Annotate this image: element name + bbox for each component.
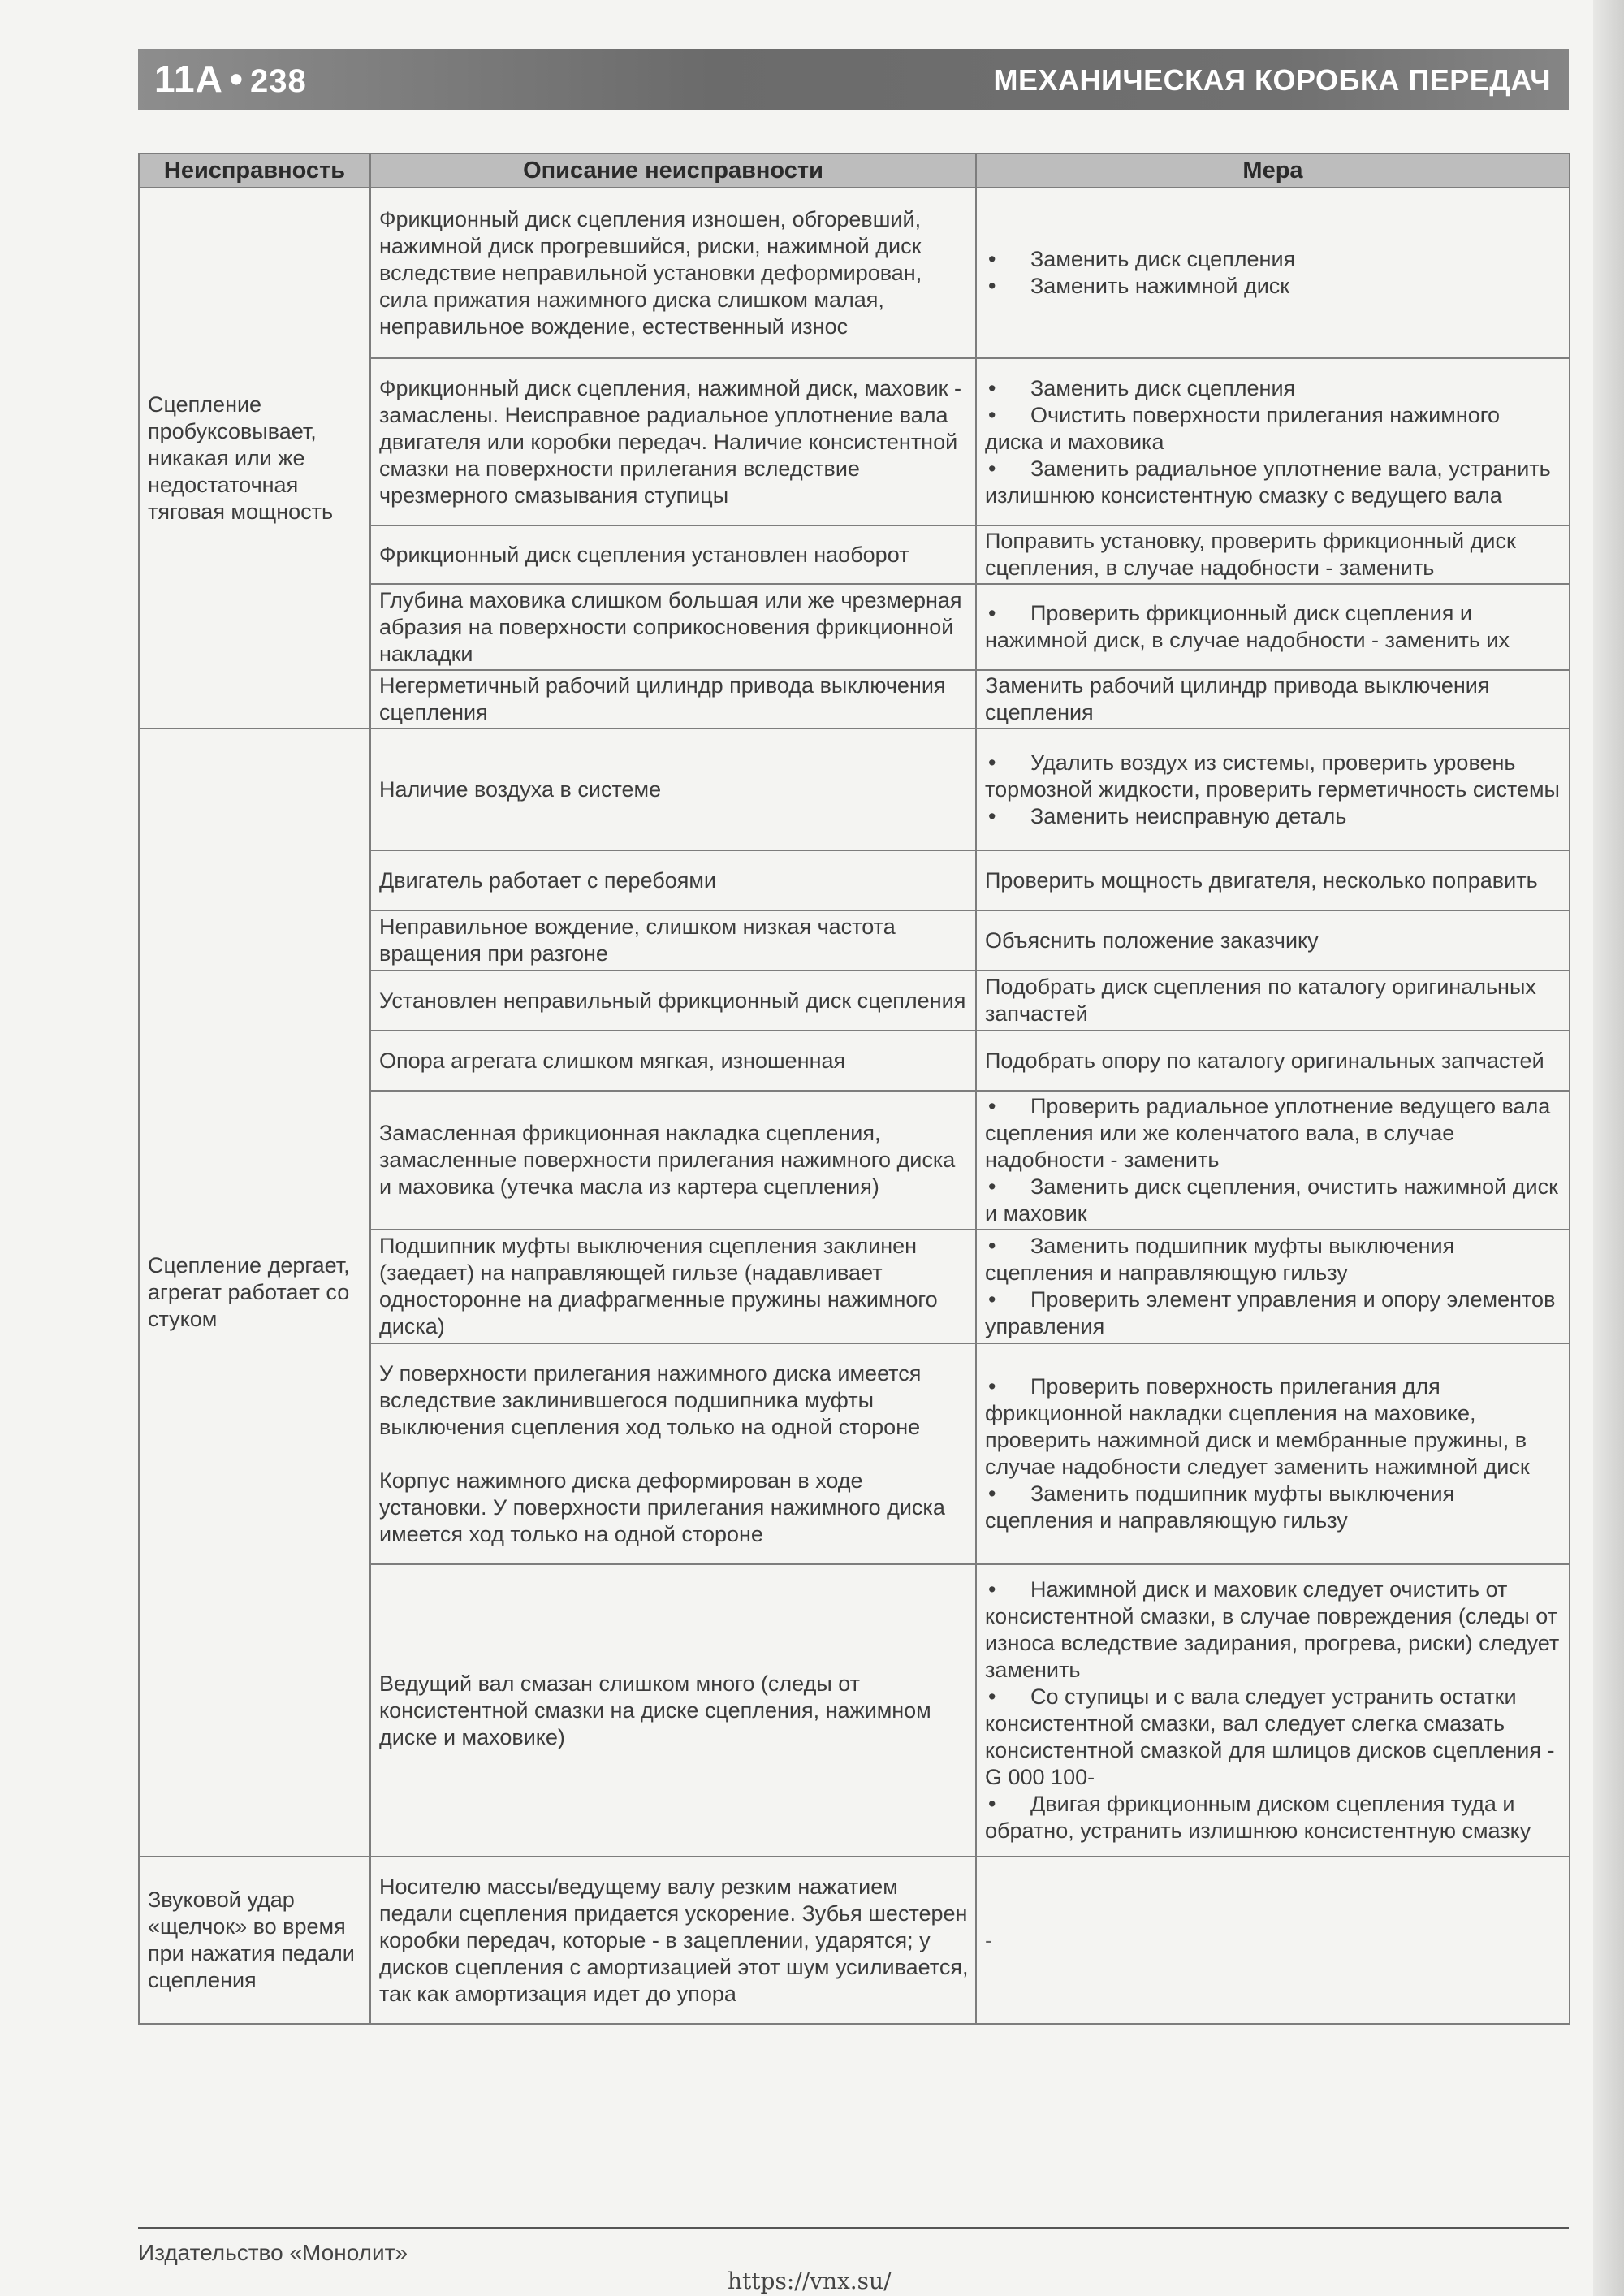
description-cell xyxy=(370,729,976,850)
measure-text: - xyxy=(985,1927,992,1952)
page-header xyxy=(138,49,1569,110)
description-cell xyxy=(370,1230,976,1343)
description-text: Наличие воздуха в системе xyxy=(379,776,662,802)
page-number: 238 xyxy=(249,63,307,99)
table-row xyxy=(139,1857,1570,2024)
chapter-label xyxy=(154,57,307,101)
description-text: Глубина маховика слишком большая или же чрезмерная абразия на поверхности соприкосновения фрикционной накладки xyxy=(379,587,962,666)
table-header-row xyxy=(139,153,1570,188)
measure-bullet-item: • Проверить радиальное уплотнение ведущего вала сцепления или же коленчатого вала, в случае надобности - заменить xyxy=(985,1093,1562,1174)
description-text: Двигатель работает с перебоями xyxy=(379,867,716,893)
measure-cell xyxy=(976,188,1570,358)
description-text: Фрикционный диск сцепления, нажимной диск, маховик - замаслены. Неисправное радиальное уплотнение вала двигателя или коробки передач. Наличие консистентной смазки на поверхности прилегания вследствие чрезмерного смазывания ступицы xyxy=(379,375,961,508)
description-cell xyxy=(370,850,976,910)
description-cell xyxy=(370,188,976,358)
measure-cell xyxy=(976,850,1570,910)
measure-bullet-item: • Заменить радиальное уплотнение вала, устранить излишнюю консистентную смазку с ведущего вала xyxy=(985,456,1562,509)
description-cell xyxy=(370,1343,976,1564)
column-header-description: Описание неисправности xyxy=(370,153,976,188)
measure-cell xyxy=(976,670,1570,729)
measure-cell xyxy=(976,1564,1570,1857)
measure-bullet-item: • Заменить диск сцепления xyxy=(985,375,1562,402)
description-cell xyxy=(370,358,976,525)
separator-dot: • xyxy=(229,58,244,100)
column-header-fault: Неисправность xyxy=(139,153,370,188)
measure-bullet-item: • Очистить поверхности прилегания нажимного диска и маховика xyxy=(985,402,1562,456)
description-text: У поверхности прилегания нажимного диска имеется вследствие заклинившегося подшипника муфты выключения сцепления ход только на одной стороне xyxy=(379,1360,922,1439)
description-text: Замасленная фрикционная накладка сцепления, замасленные поверхности прилегания нажимного диска и маховика (утечка масла из картера сцепления) xyxy=(379,1121,956,1199)
fault-cell: Звуковой удар «щелчок» во время при нажатия педали сцепления xyxy=(139,1857,370,2024)
chapter-code: 11A xyxy=(154,58,223,100)
fault-cell: Сцепление дергает, агрегат работает со стуком xyxy=(139,729,370,1857)
measure-cell xyxy=(976,1230,1570,1343)
measure-bullet-item: • Заменить нажимной диск xyxy=(985,273,1562,300)
table-row xyxy=(139,729,1570,850)
description-text: Негерметичный рабочий цилиндр привода выключения сцепления xyxy=(379,673,946,724)
page-edge-shadow xyxy=(1593,0,1624,2296)
measure-cell xyxy=(976,358,1570,525)
measure-bullet-item: • Двигая фрикционным диском сцепления туда и обратно, устранить излишнюю консистентную смазку xyxy=(985,1791,1562,1844)
description-text: Опора агрегата слишком мягкая, изношенная xyxy=(379,1048,846,1073)
measure-bullet-item: • Нажимной диск и маховик следует очистить от консистентной смазки, в случае повреждения (следы от износа вследствие задирания, прогрева, риски) следует заменить xyxy=(985,1576,1562,1684)
description-cell xyxy=(370,670,976,729)
column-header-measure: Мера xyxy=(976,153,1570,188)
measure-text: Заменить рабочий цилиндр привода выключения сцепления xyxy=(985,673,1490,724)
measure-bullet-item: • Заменить диск сцепления, очистить нажимной диск и маховик xyxy=(985,1174,1562,1227)
measure-bullet-item: • Со ступицы и с вала следует устранить остатки консистентной смазки, вал следует слегка смазать консистентной смазкой для шлицов дисков сцепления -G 000 100- xyxy=(985,1684,1562,1791)
description-text: Носителю массы/ведущему валу резким нажатием педали сцепления придается ускорение. Зубья шестерен коробки передач, которые - в зацеплении, ударятся; у дисков сцепления с амортизацией этот шум усиливается, так как амортизация идет до упора xyxy=(379,1874,969,2006)
description-text: Фрикционный диск сцепления изношен, обгоревший, нажимной диск прогревшийся, риски, нажимной диск вследствие неправильной установки деформирован, сила прижатия нажимного диска слишком малая, неправильное вождение, естественный износ xyxy=(379,206,922,339)
description-cell xyxy=(370,1091,976,1230)
description-cell xyxy=(370,584,976,670)
description-cell xyxy=(370,1564,976,1857)
measure-cell xyxy=(976,910,1570,971)
measure-cell xyxy=(976,1091,1570,1230)
measure-text: Объяснить положение заказчику xyxy=(985,927,1319,953)
description-text: Корпус нажимного диска деформирован в ходе установки. У поверхности прилегания нажимного диска имеется ход только на одной стороне xyxy=(379,1468,945,1546)
measure-bullet-item: • Заменить диск сцепления xyxy=(985,246,1562,273)
measure-bullet-item: • Проверить фрикционный диск сцепления и нажимной диск, в случае надобности - заменить их xyxy=(985,600,1562,654)
measure-cell xyxy=(976,1343,1570,1564)
description-cell xyxy=(370,910,976,971)
measure-cell xyxy=(976,525,1570,584)
description-cell xyxy=(370,971,976,1031)
measure-bullet-item: • Проверить элемент управления и опору элементов управления xyxy=(985,1286,1562,1340)
measure-bullet-item: • Удалить воздух из системы, проверить уровень тормозной жидкости, проверить герметичность системы xyxy=(985,750,1562,803)
description-cell xyxy=(370,1031,976,1091)
fault-cell: Сцепление пробуксовывает, никакая или же недостаточная тяговая мощность xyxy=(139,188,370,729)
description-text: Ведущий вал смазан слишком много (следы от консистентной смазки на диске сцепления, нажимном диске и маховике) xyxy=(379,1671,931,1749)
measure-text: Подобрать опору по каталогу оригинальных запчастей xyxy=(985,1048,1544,1073)
table-row xyxy=(139,188,1570,358)
measure-cell xyxy=(976,584,1570,670)
footer-divider xyxy=(138,2227,1569,2229)
measure-bullet-item: • Заменить подшипник муфты выключения сцепления и направляющую гильзу xyxy=(985,1481,1562,1534)
measure-bullet-item: • Проверить поверхность прилегания для фрикционной накладки сцепления на маховике, проверить нажимной диск и мембранные пружины, в случае надобности следует заменить нажимной диск xyxy=(985,1373,1562,1481)
measure-text: Подобрать диск сцепления по каталогу оригинальных запчастей xyxy=(985,975,1536,1026)
description-text: Установлен неправильный фрикционный диск сцепления xyxy=(379,988,966,1013)
description-cell xyxy=(370,1857,976,2024)
source-url[interactable]: https://vnx.su/ xyxy=(728,2268,892,2294)
section-title: МЕХАНИЧЕСКАЯ КОРОБКА ПЕРЕДАЧ xyxy=(993,63,1551,97)
measure-cell xyxy=(976,1031,1570,1091)
measure-cell xyxy=(976,729,1570,850)
description-text: Фрикционный диск сцепления установлен наоборот xyxy=(379,542,909,567)
measure-cell xyxy=(976,971,1570,1031)
measure-bullet-item: • Заменить неисправную деталь xyxy=(985,803,1562,830)
description-text: Подшипник муфты выключения сцепления заклинен (заедает) на направляющей гильзе (надавливает односторонне на диафрагменные пружины нажимного диска) xyxy=(379,1234,938,1338)
measure-text: Проверить мощность двигателя, несколько поправить xyxy=(985,867,1538,893)
publisher-name: Издательство «Монолит» xyxy=(138,2240,408,2265)
description-cell xyxy=(370,525,976,584)
paragraph-gap xyxy=(379,1441,969,1468)
measure-cell xyxy=(976,1857,1570,2024)
description-text: Неправильное вождение, слишком низкая частота вращения при разгоне xyxy=(379,915,896,966)
table-body xyxy=(139,188,1570,2024)
measure-text: Поправить установку, проверить фрикционный диск сцепления, в случае надобности - заменить xyxy=(985,529,1516,580)
measure-bullet-item: • Заменить подшипник муфты выключения сцепления и направляющую гильзу xyxy=(985,1233,1562,1286)
troubleshooting-table xyxy=(138,153,1570,2025)
